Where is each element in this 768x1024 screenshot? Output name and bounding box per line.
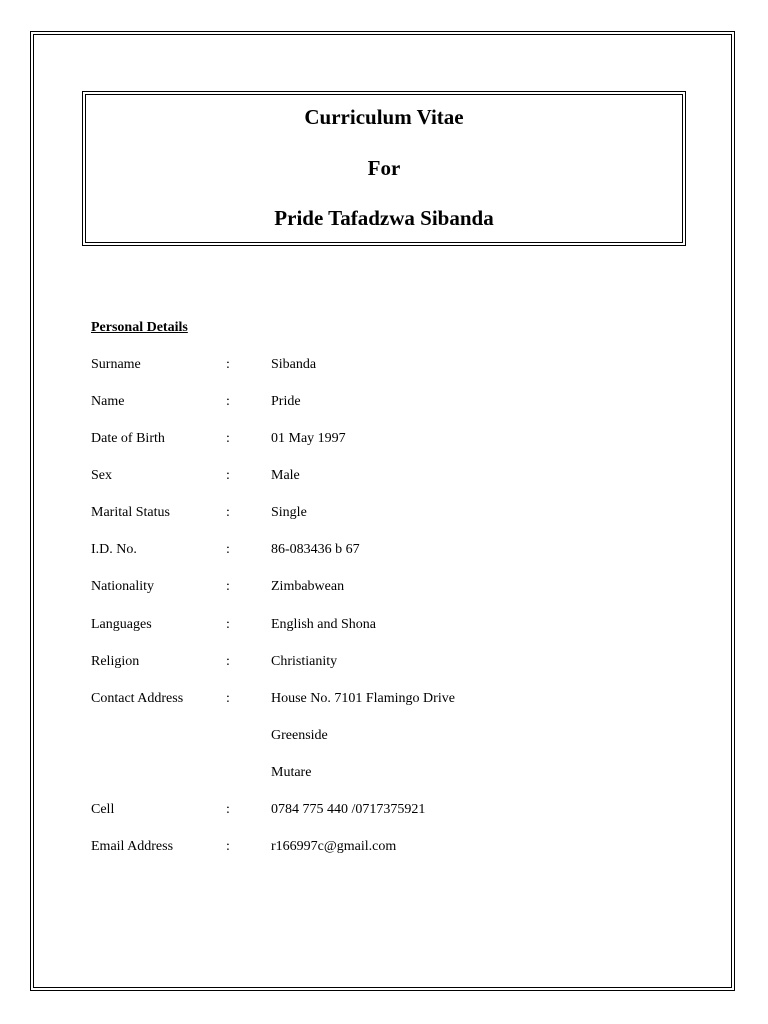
- detail-label: Date of Birth: [91, 431, 165, 446]
- detail-label: Surname: [91, 357, 141, 372]
- detail-label: Cell: [91, 802, 115, 817]
- detail-label: Marital Status: [91, 505, 170, 520]
- detail-colon: :: [226, 802, 230, 817]
- detail-row-id-no: [0, 541, 768, 559]
- detail-label: Nationality: [91, 579, 154, 594]
- detail-row-contact-address: [0, 690, 768, 708]
- detail-value: Sibanda: [271, 357, 317, 372]
- detail-row-cell: [0, 801, 768, 819]
- detail-label: I.D. No.: [91, 542, 137, 557]
- detail-row-email-address: [0, 838, 768, 856]
- detail-row-surname: [0, 356, 768, 374]
- detail-value: Single: [271, 505, 307, 520]
- detail-row-sex: [0, 467, 768, 485]
- document-title: Curriculum Vitae: [304, 105, 464, 129]
- detail-colon: :: [226, 542, 230, 557]
- detail-label: Religion: [91, 654, 140, 669]
- detail-value: r166997c@gmail.com: [271, 839, 397, 854]
- detail-colon: :: [226, 617, 230, 632]
- detail-row-name: [0, 393, 768, 411]
- detail-row-religion: [0, 653, 768, 671]
- detail-value: Pride: [271, 394, 301, 409]
- detail-label: Sex: [91, 468, 112, 483]
- detail-row-marital-status: [0, 504, 768, 522]
- detail-row-address-line-2: [0, 727, 768, 745]
- detail-colon: :: [226, 468, 230, 483]
- detail-value: English and Shona: [271, 617, 376, 632]
- detail-colon: :: [226, 654, 230, 669]
- detail-label: Languages: [91, 617, 152, 632]
- detail-colon: :: [226, 839, 230, 854]
- detail-value: 0784 775 440 /0717375921: [271, 802, 426, 817]
- detail-colon: :: [226, 394, 230, 409]
- detail-colon: :: [226, 579, 230, 594]
- detail-colon: :: [226, 505, 230, 520]
- detail-row-address-line-3: [0, 764, 768, 782]
- detail-colon: :: [226, 431, 230, 446]
- detail-value: Zimbabwean: [271, 579, 345, 594]
- detail-value: Christianity: [271, 654, 338, 669]
- title-for: For: [367, 156, 401, 180]
- title-box: [82, 91, 686, 246]
- detail-label: Contact Address: [91, 691, 184, 706]
- detail-label: Name: [91, 394, 125, 409]
- detail-colon: :: [226, 357, 230, 372]
- detail-row-languages: [0, 616, 768, 634]
- detail-row-nationality: [0, 578, 768, 596]
- detail-value: Male: [271, 468, 300, 483]
- detail-row-date-of-birth: [0, 430, 768, 448]
- detail-value: House No. 7101 Flamingo Drive: [271, 691, 455, 706]
- detail-colon: :: [226, 691, 230, 706]
- detail-value: 86-083436 b 67: [271, 542, 360, 557]
- detail-label: Email Address: [91, 839, 174, 854]
- detail-value: Greenside: [271, 728, 328, 743]
- candidate-name: Pride Tafadzwa Sibanda: [274, 206, 494, 230]
- detail-value: Mutare: [271, 765, 312, 780]
- personal-details-heading: Personal Details: [91, 320, 188, 335]
- detail-value: 01 May 1997: [271, 431, 346, 446]
